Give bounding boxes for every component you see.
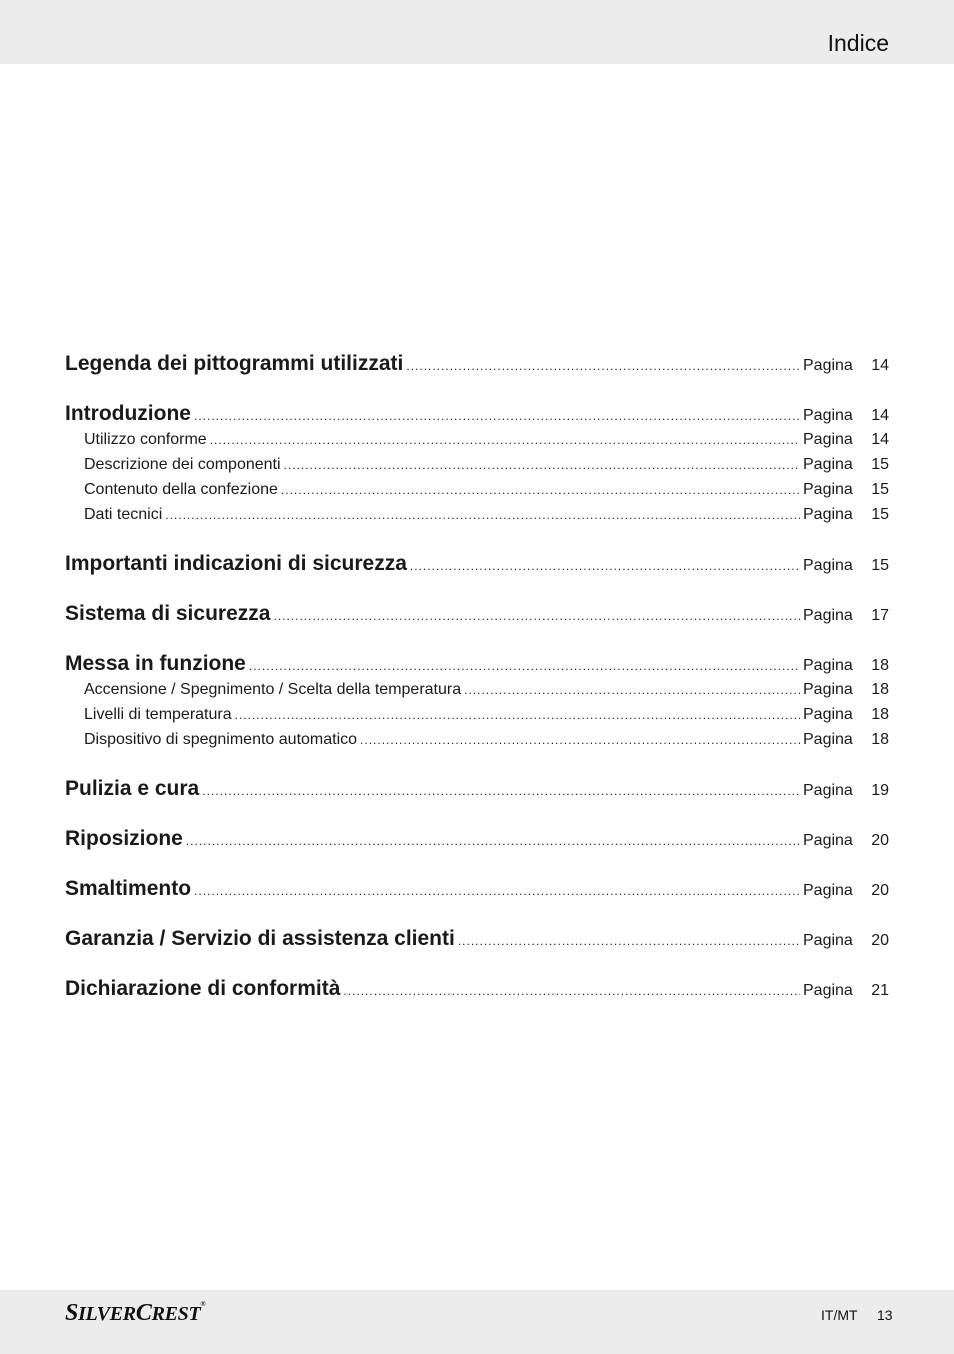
toc-page-word: Pagina <box>803 782 853 799</box>
toc-page-word: Pagina <box>803 706 853 723</box>
toc-page-number: 21 <box>871 982 889 999</box>
toc-entry-label: Importanti indicazioni di sicurezza <box>65 552 407 575</box>
toc-entry[interactable] <box>65 827 889 851</box>
toc-entry-label: Contenuto della confezione <box>84 481 278 498</box>
toc-entry-label: Livelli di temperatura <box>84 706 232 723</box>
toc-page-number: 14 <box>871 357 889 374</box>
toc-page-word: Pagina <box>803 557 853 574</box>
toc-page-word: Pagina <box>803 357 853 374</box>
toc-subentry[interactable] <box>65 456 889 474</box>
toc-entry[interactable] <box>65 927 889 951</box>
toc-page-number: 18 <box>871 706 889 723</box>
toc-entry-label: Introduzione <box>65 402 191 425</box>
toc-entry-label: Dichiarazione di conformità <box>65 977 341 1000</box>
toc-entry-label: Utilizzo conforme <box>84 431 207 448</box>
toc-page-number: 20 <box>871 932 889 949</box>
toc-page-word: Pagina <box>803 882 853 899</box>
toc-page-number: 18 <box>871 657 889 674</box>
toc-leader-dots <box>194 409 800 423</box>
toc-page-number: 15 <box>871 506 889 523</box>
toc-entry-label: Accensione / Spegnimento / Scelta della temperatura <box>84 681 462 698</box>
toc-leader-dots <box>273 609 800 623</box>
toc-page-word: Pagina <box>803 607 853 624</box>
page-title: Indice <box>827 30 889 56</box>
toc-entry-label: Dispositivo di spegnimento automatico <box>84 731 358 748</box>
toc-entry[interactable] <box>65 352 889 376</box>
toc-entry-label: Dati tecnici <box>84 506 163 523</box>
toc-entry[interactable] <box>65 552 889 576</box>
toc-page-word: Pagina <box>803 932 853 949</box>
toc-leader-dots <box>249 659 800 673</box>
toc-leader-dots <box>202 784 800 798</box>
toc-page-word: Pagina <box>803 681 853 698</box>
toc-page-number: 19 <box>871 782 889 799</box>
toc-entry[interactable] <box>65 777 889 801</box>
toc-subentry[interactable] <box>65 706 889 724</box>
toc-leader-dots <box>360 733 800 747</box>
toc-entry-label: Smaltimento <box>65 877 192 900</box>
toc-page-word: Pagina <box>803 481 853 498</box>
toc-leader-dots <box>464 683 800 697</box>
toc-page-word: Pagina <box>803 982 853 999</box>
toc-entry[interactable] <box>65 652 889 676</box>
toc-page-number: 15 <box>871 481 889 498</box>
toc-page-word: Pagina <box>803 731 853 748</box>
toc-page-number: 20 <box>871 832 889 849</box>
toc-page-word: Pagina <box>803 431 853 448</box>
footer-language-code: IT/MT <box>821 1307 858 1323</box>
toc-page-word: Pagina <box>803 407 853 424</box>
toc-subentry[interactable] <box>65 481 889 499</box>
toc-leader-dots <box>165 508 800 522</box>
toc-page-number: 15 <box>871 557 889 574</box>
toc-entry-label: Legenda dei pittogrammi utilizzati <box>65 352 404 375</box>
toc-entry[interactable] <box>65 977 889 1001</box>
toc-subentry[interactable] <box>65 681 889 699</box>
toc-leader-dots <box>235 708 800 722</box>
toc-page-word: Pagina <box>803 506 853 523</box>
toc-page-number: 14 <box>871 431 889 448</box>
toc-entry-label: Descrizione dei componenti <box>84 456 281 473</box>
toc-leader-dots <box>186 834 800 848</box>
toc-entry-label: Sistema di sicurezza <box>65 602 271 625</box>
toc-entry[interactable] <box>65 602 889 626</box>
toc-leader-dots <box>406 359 800 373</box>
toc-leader-dots <box>194 884 800 898</box>
toc-subentry[interactable] <box>65 431 889 449</box>
toc-leader-dots <box>281 483 800 497</box>
toc-leader-dots <box>410 559 800 573</box>
toc-leader-dots <box>210 433 800 447</box>
toc-leader-dots <box>284 458 800 472</box>
toc-page-number: 15 <box>871 456 889 473</box>
footer-page-number: 13 <box>877 1307 893 1323</box>
toc-leader-dots <box>343 984 800 998</box>
toc-page-number: 20 <box>871 882 889 899</box>
toc-entry-label: Messa in funzione <box>65 652 246 675</box>
toc-page-number: 18 <box>871 731 889 748</box>
toc-entry-label: Riposizione <box>65 827 183 850</box>
toc-page-number: 14 <box>871 407 889 424</box>
toc-subentry[interactable] <box>65 731 889 749</box>
toc-page-number: 18 <box>871 681 889 698</box>
toc-page-word: Pagina <box>803 657 853 674</box>
brand-logo: SILVERCREST® <box>65 1300 206 1326</box>
toc-page-word: Pagina <box>803 456 853 473</box>
toc-entry[interactable] <box>65 877 889 901</box>
toc-entry[interactable] <box>65 402 889 426</box>
toc-entry-label: Garanzia / Servizio di assistenza clienti <box>65 927 455 950</box>
toc-subentry[interactable] <box>65 506 889 524</box>
toc-page-number: 17 <box>871 607 889 624</box>
toc-leader-dots <box>458 934 800 948</box>
toc-entry-label: Pulizia e cura <box>65 777 200 800</box>
toc-page-word: Pagina <box>803 832 853 849</box>
